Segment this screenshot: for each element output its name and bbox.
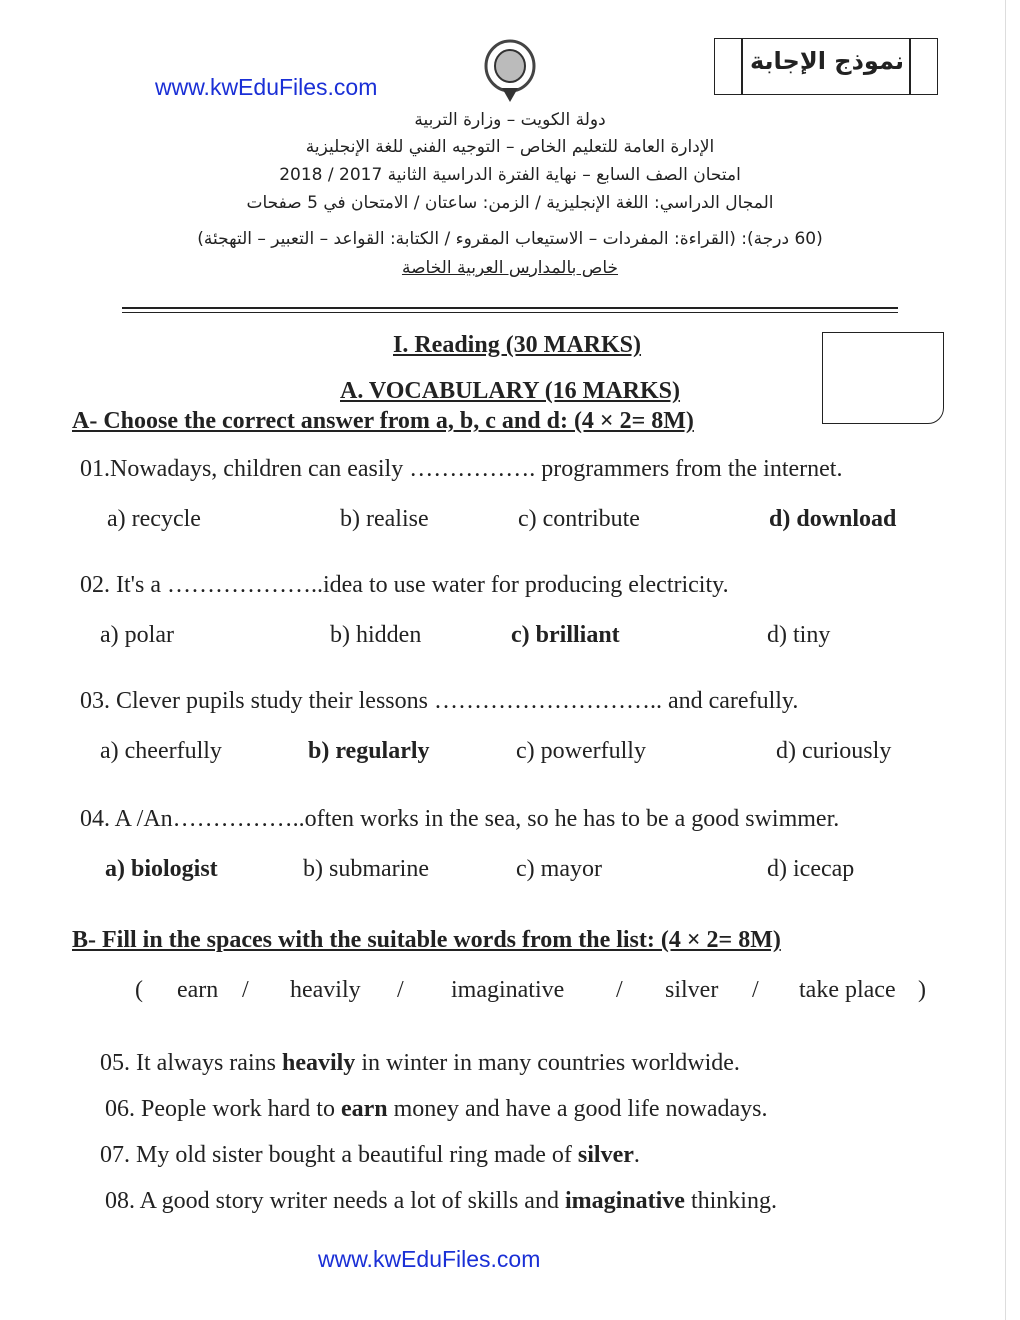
sentence-text: thinking. bbox=[684, 1188, 777, 1214]
answer-option: b) regularly bbox=[308, 738, 430, 764]
fill-sentence bbox=[100, 1142, 640, 1169]
arabic-line-2: الإدارة العامة للتعليم الخاص – التوجيه الفني للغة الإنجليزية bbox=[305, 137, 715, 157]
arabic-line-4: المجال الدراسي: اللغة الإنجليزية / الزمن: ساعتان / الامتحان في 5 صفحات bbox=[246, 193, 774, 213]
answer-word: silver bbox=[577, 1142, 634, 1168]
word-list-item: ) bbox=[918, 977, 926, 1003]
sentence-text: money and have a good life nowadays. bbox=[387, 1096, 768, 1122]
sentence-text: 08. A good story writer needs a lot of skills and bbox=[105, 1188, 565, 1214]
divider bbox=[122, 307, 898, 309]
answer-option: c) brilliant bbox=[511, 622, 620, 648]
answer-key-box bbox=[714, 38, 938, 95]
answer-option: a) biologist bbox=[105, 856, 218, 882]
answer-option: a) polar bbox=[100, 622, 174, 648]
fill-sentence bbox=[100, 1050, 740, 1077]
sentence-text: 07. My old sister bought a beautiful ring made of bbox=[100, 1142, 578, 1168]
answer-word: imaginative bbox=[564, 1188, 685, 1214]
answer-word: heavily bbox=[281, 1050, 356, 1076]
answer-option: d) tiny bbox=[767, 622, 831, 648]
answer-option: d) curiously bbox=[776, 738, 892, 764]
question-text: 03. Clever pupils study their lessons ……………………….. and carefully. bbox=[80, 688, 799, 714]
arabic-line-6: خاص بالمدارس العربية الخاصة bbox=[401, 258, 619, 278]
website-link-top[interactable]: www.kwEduFiles.com bbox=[155, 74, 378, 100]
part-a-instruction: A- Choose the correct answer from a, b, c and d: (4 × 2= 8M) bbox=[72, 408, 694, 434]
website-link-bottom[interactable]: www.kwEduFiles.com bbox=[318, 1246, 541, 1272]
answer-option: d) icecap bbox=[767, 856, 855, 882]
kuwait-emblem-logo bbox=[478, 38, 542, 104]
answer-option: b) hidden bbox=[330, 622, 422, 648]
word-list-item: silver bbox=[665, 977, 719, 1003]
question-text: 04. A /An……………..often works in the sea, so he has to be a good swimmer. bbox=[80, 806, 840, 832]
arabic-line-3: امتحان الصف السابع – نهاية الفترة الدراسية الثانية 2017 / 2018 bbox=[279, 165, 741, 185]
answer-option: c) mayor bbox=[516, 856, 602, 882]
word-list-item: take place bbox=[799, 977, 896, 1003]
divider bbox=[122, 312, 898, 313]
answer-option: c) contribute bbox=[518, 506, 640, 532]
answer-option: a) cheerfully bbox=[100, 738, 222, 764]
fill-sentence bbox=[105, 1188, 777, 1215]
question-text: 01.Nowadays, children can easily ……………. programmers from the internet. bbox=[80, 456, 843, 482]
answer-word: earn bbox=[340, 1096, 388, 1122]
section-subtitle: A. VOCABULARY (16 MARKS) bbox=[340, 378, 681, 404]
answer-option: b) submarine bbox=[303, 856, 429, 882]
arabic-line-5: (60 درجة): (القراءة: المفردات – الاستيعاب المقروء / الكتابة: القواعد – التعبير – التهجئة) bbox=[197, 229, 823, 249]
answer-option: a) recycle bbox=[107, 506, 201, 532]
section-title: I. Reading (30 MARKS) bbox=[393, 332, 642, 358]
word-list-item: / bbox=[616, 977, 623, 1003]
arabic-line-1: دولة الكويت – وزارة التربية bbox=[414, 110, 606, 130]
sentence-text: in winter in many countries worldwide. bbox=[355, 1050, 740, 1076]
word-list-item: / bbox=[752, 977, 759, 1003]
part-b-instruction: B- Fill in the spaces with the suitable words from the list: (4 × 2= 8M) bbox=[72, 927, 781, 953]
sentence-text: 06. People work hard to bbox=[105, 1096, 341, 1122]
answer-key-label: نموذج الإجابة bbox=[749, 47, 905, 75]
answer-option: c) powerfully bbox=[516, 738, 646, 764]
word-list-item: imaginative bbox=[451, 977, 565, 1003]
question-text: 02. It's a ………………..idea to use water for producing electricity. bbox=[80, 572, 729, 598]
word-list-item: heavily bbox=[290, 977, 361, 1003]
word-list-item: / bbox=[397, 977, 404, 1003]
sentence-text: 05. It always rains bbox=[100, 1050, 282, 1076]
answer-option: b) realise bbox=[340, 506, 429, 532]
word-list-item: ( bbox=[135, 977, 143, 1003]
score-box bbox=[822, 332, 944, 424]
answer-option: d) download bbox=[769, 506, 897, 532]
word-list-item: / bbox=[242, 977, 249, 1003]
sentence-text: . bbox=[633, 1142, 640, 1168]
fill-sentence bbox=[105, 1096, 768, 1123]
word-list-item: earn bbox=[177, 977, 219, 1003]
